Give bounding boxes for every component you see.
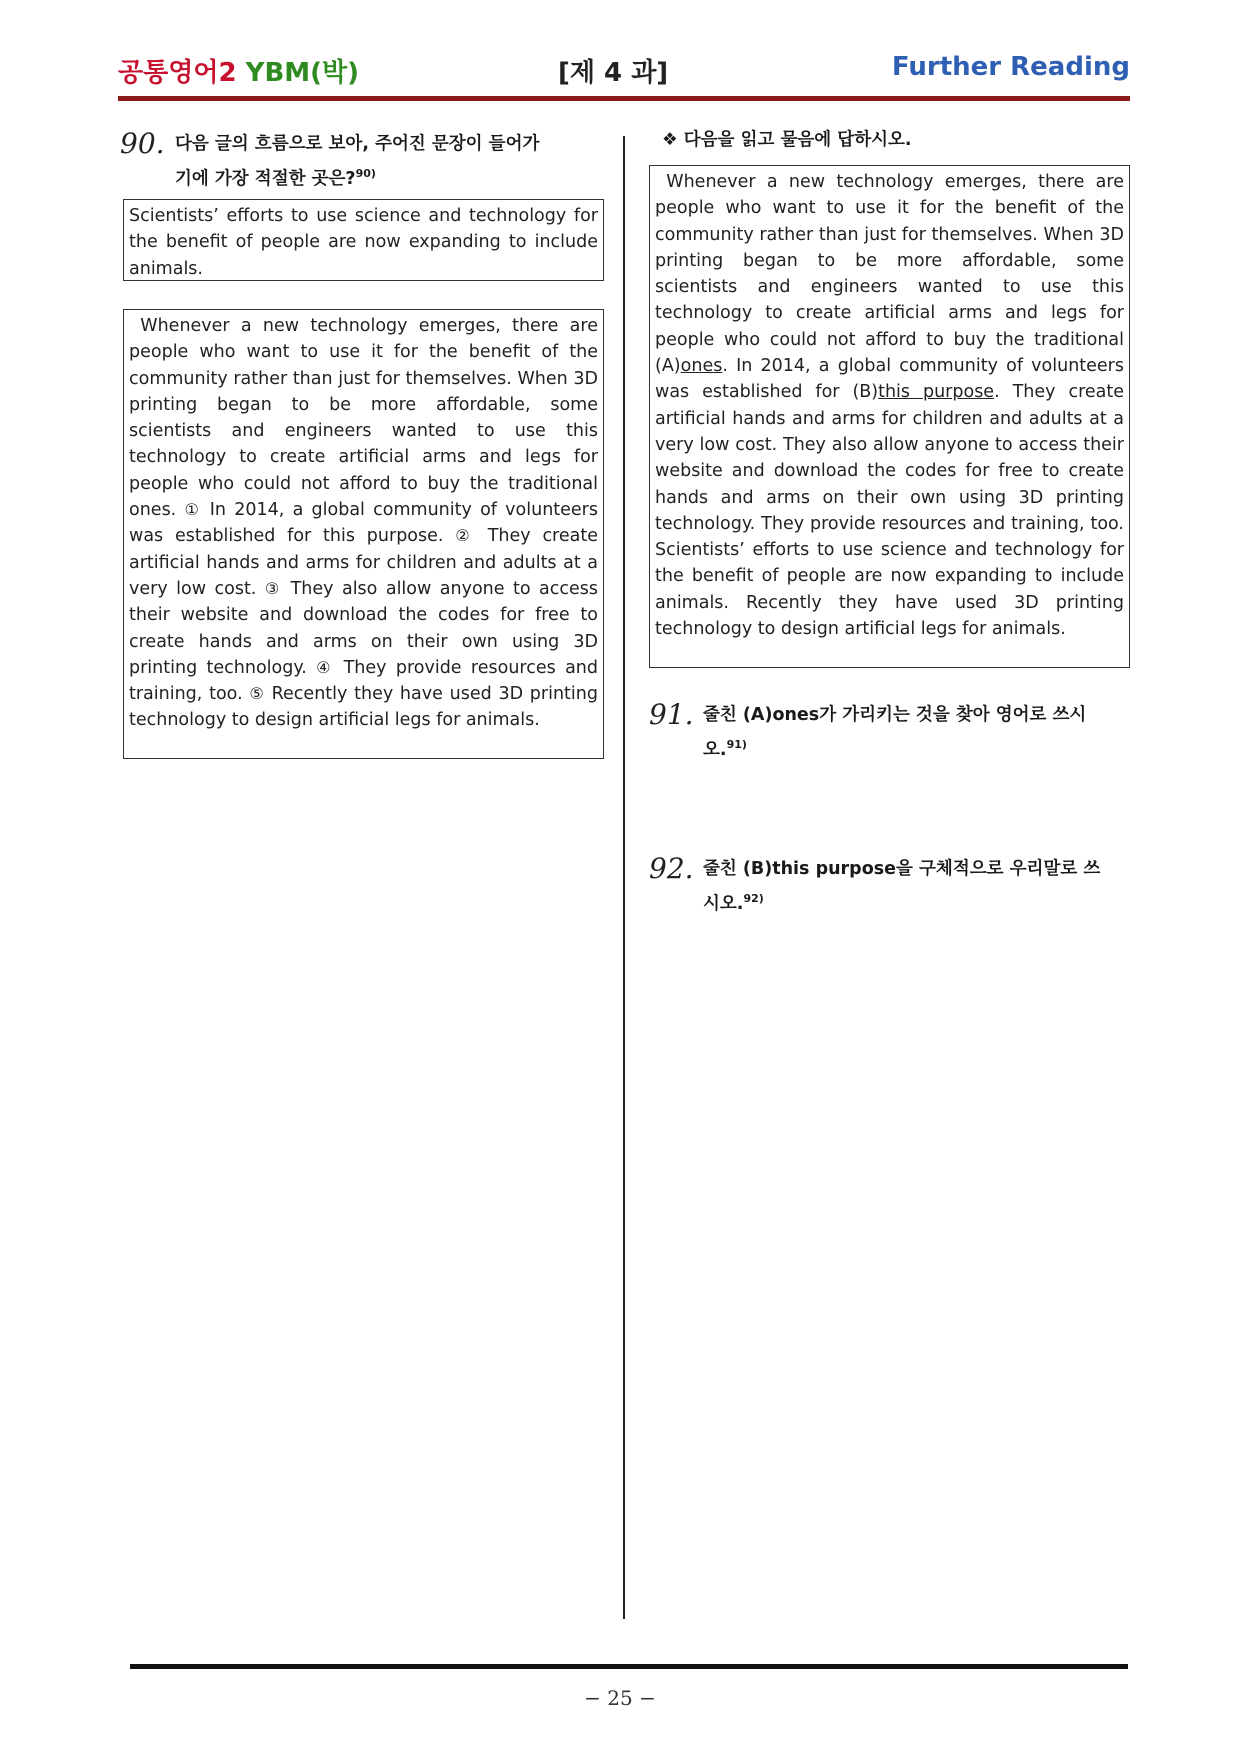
question-91-number: 91.: [649, 698, 694, 731]
passage-90-part4: They also allow anyone to access their website and download the codes for free to create hands and arms on their own using 3D printing technology.: [129, 578, 598, 678]
header-publisher: YBM(박): [245, 58, 360, 88]
question-91-line2: [703, 730, 1133, 765]
passage-90-box: [123, 309, 604, 759]
marker-5: ⑤: [249, 684, 265, 704]
header-title: [118, 52, 359, 89]
passage-90-part5: They provide resources and training, too.: [129, 657, 598, 705]
question-92-line2: [703, 884, 1133, 919]
passage-90-part3: They create artificial hands and arms for children and adults at a very low cost.: [129, 526, 598, 599]
label-b: (B): [852, 382, 879, 403]
page-number: − 25 −: [584, 1686, 656, 1710]
marker-1: ①: [184, 500, 202, 520]
question-91-line2-text: 오.: [703, 739, 727, 760]
header-subject: 공통영어2: [118, 58, 237, 88]
passage-90-part2: In 2014, a global community of volunteers was established for this purpose.: [129, 500, 598, 547]
marker-3: ③: [264, 578, 283, 598]
column-divider: [623, 136, 625, 1619]
header-lesson: [제 4 과]: [558, 58, 669, 88]
question-91-prompt: [703, 701, 1133, 765]
question-90-prompt: [175, 130, 605, 194]
header-rule: [118, 96, 1130, 101]
question-90-line1: 다음 글의 흐름으로 보아, 주어진 문장이 들어가: [175, 134, 540, 154]
underlined-ones: ones: [680, 356, 723, 377]
instruction-heading: ❖ 다음을 읽고 물음에 답하시오.: [662, 130, 912, 150]
passage-90-part1: Whenever a new technology emerges, there are people who want to use it for the benefit of the community rather than just for themselves. When 3D printing began to be more affordable, some scientists and engineers wanted to use this technology to create artificial arms and legs for people who could not afford to buy the traditional ones.: [129, 316, 598, 521]
marker-2: ②: [455, 526, 476, 546]
question-92-line2-text: 시오.: [703, 893, 744, 914]
footnote-91: 91): [726, 738, 747, 751]
question-92-line1: 줄친 (B)this purpose을 구체적으로 우리말로 쓰: [703, 859, 1101, 879]
passage-right-part1: Whenever a new technology emerges, there are people who want to use it for the benefit of the community rather than just for themselves. When 3D printing began to be more affordable, some scientists and engineers wanted to use this technology to create artificial arms and legs for people who could not afford to buy the traditional: [655, 172, 1124, 350]
page-header: [118, 52, 1130, 94]
footnote-90: 90): [355, 167, 376, 180]
underlined-this-purpose: this purpose: [878, 382, 995, 403]
given-sentence-box: [123, 199, 604, 281]
question-90-line2-text: 기에 가장 적절한 곳은?: [175, 168, 356, 189]
footer-rule: [130, 1664, 1128, 1669]
marker-4: ④: [316, 657, 335, 677]
passage-90-part6: Recently they have used 3D printing technology to design artificial legs for animals.: [129, 684, 598, 731]
question-91-line1: 줄친 (A)ones가 가리키는 것을 찾아 영어로 쓰시: [703, 705, 1087, 725]
question-92-number: 92.: [649, 852, 694, 885]
passage-right-part3: . They create artificial hands and arms for children and adults at a very low cost. They also allow anyone to access their website and download the codes for free to create hands and arms on their own using 3D printing technology. They provide resources and training, too. Scientists’ efforts to use science and technology for the benefit of people are now expanding to include animals. Recently they have used 3D printing technology to design artificial legs for animals.: [655, 382, 1124, 640]
passage-right-box: [649, 165, 1130, 668]
question-90-line2: [175, 159, 605, 194]
passage-90: [129, 313, 598, 734]
footnote-92: 92): [743, 892, 764, 905]
passage-right: [655, 169, 1124, 642]
label-a: (A): [655, 356, 681, 377]
header-section: Further Reading: [891, 52, 1130, 82]
given-sentence: Scientists’ efforts to use science and technology for the benefit of people are now expanding to include animals.: [129, 206, 598, 279]
question-90-number: 90.: [120, 127, 165, 160]
passage-right-part2: . In 2014, a global community of volunteers was established for: [655, 356, 1124, 403]
question-92-prompt: [703, 855, 1133, 919]
